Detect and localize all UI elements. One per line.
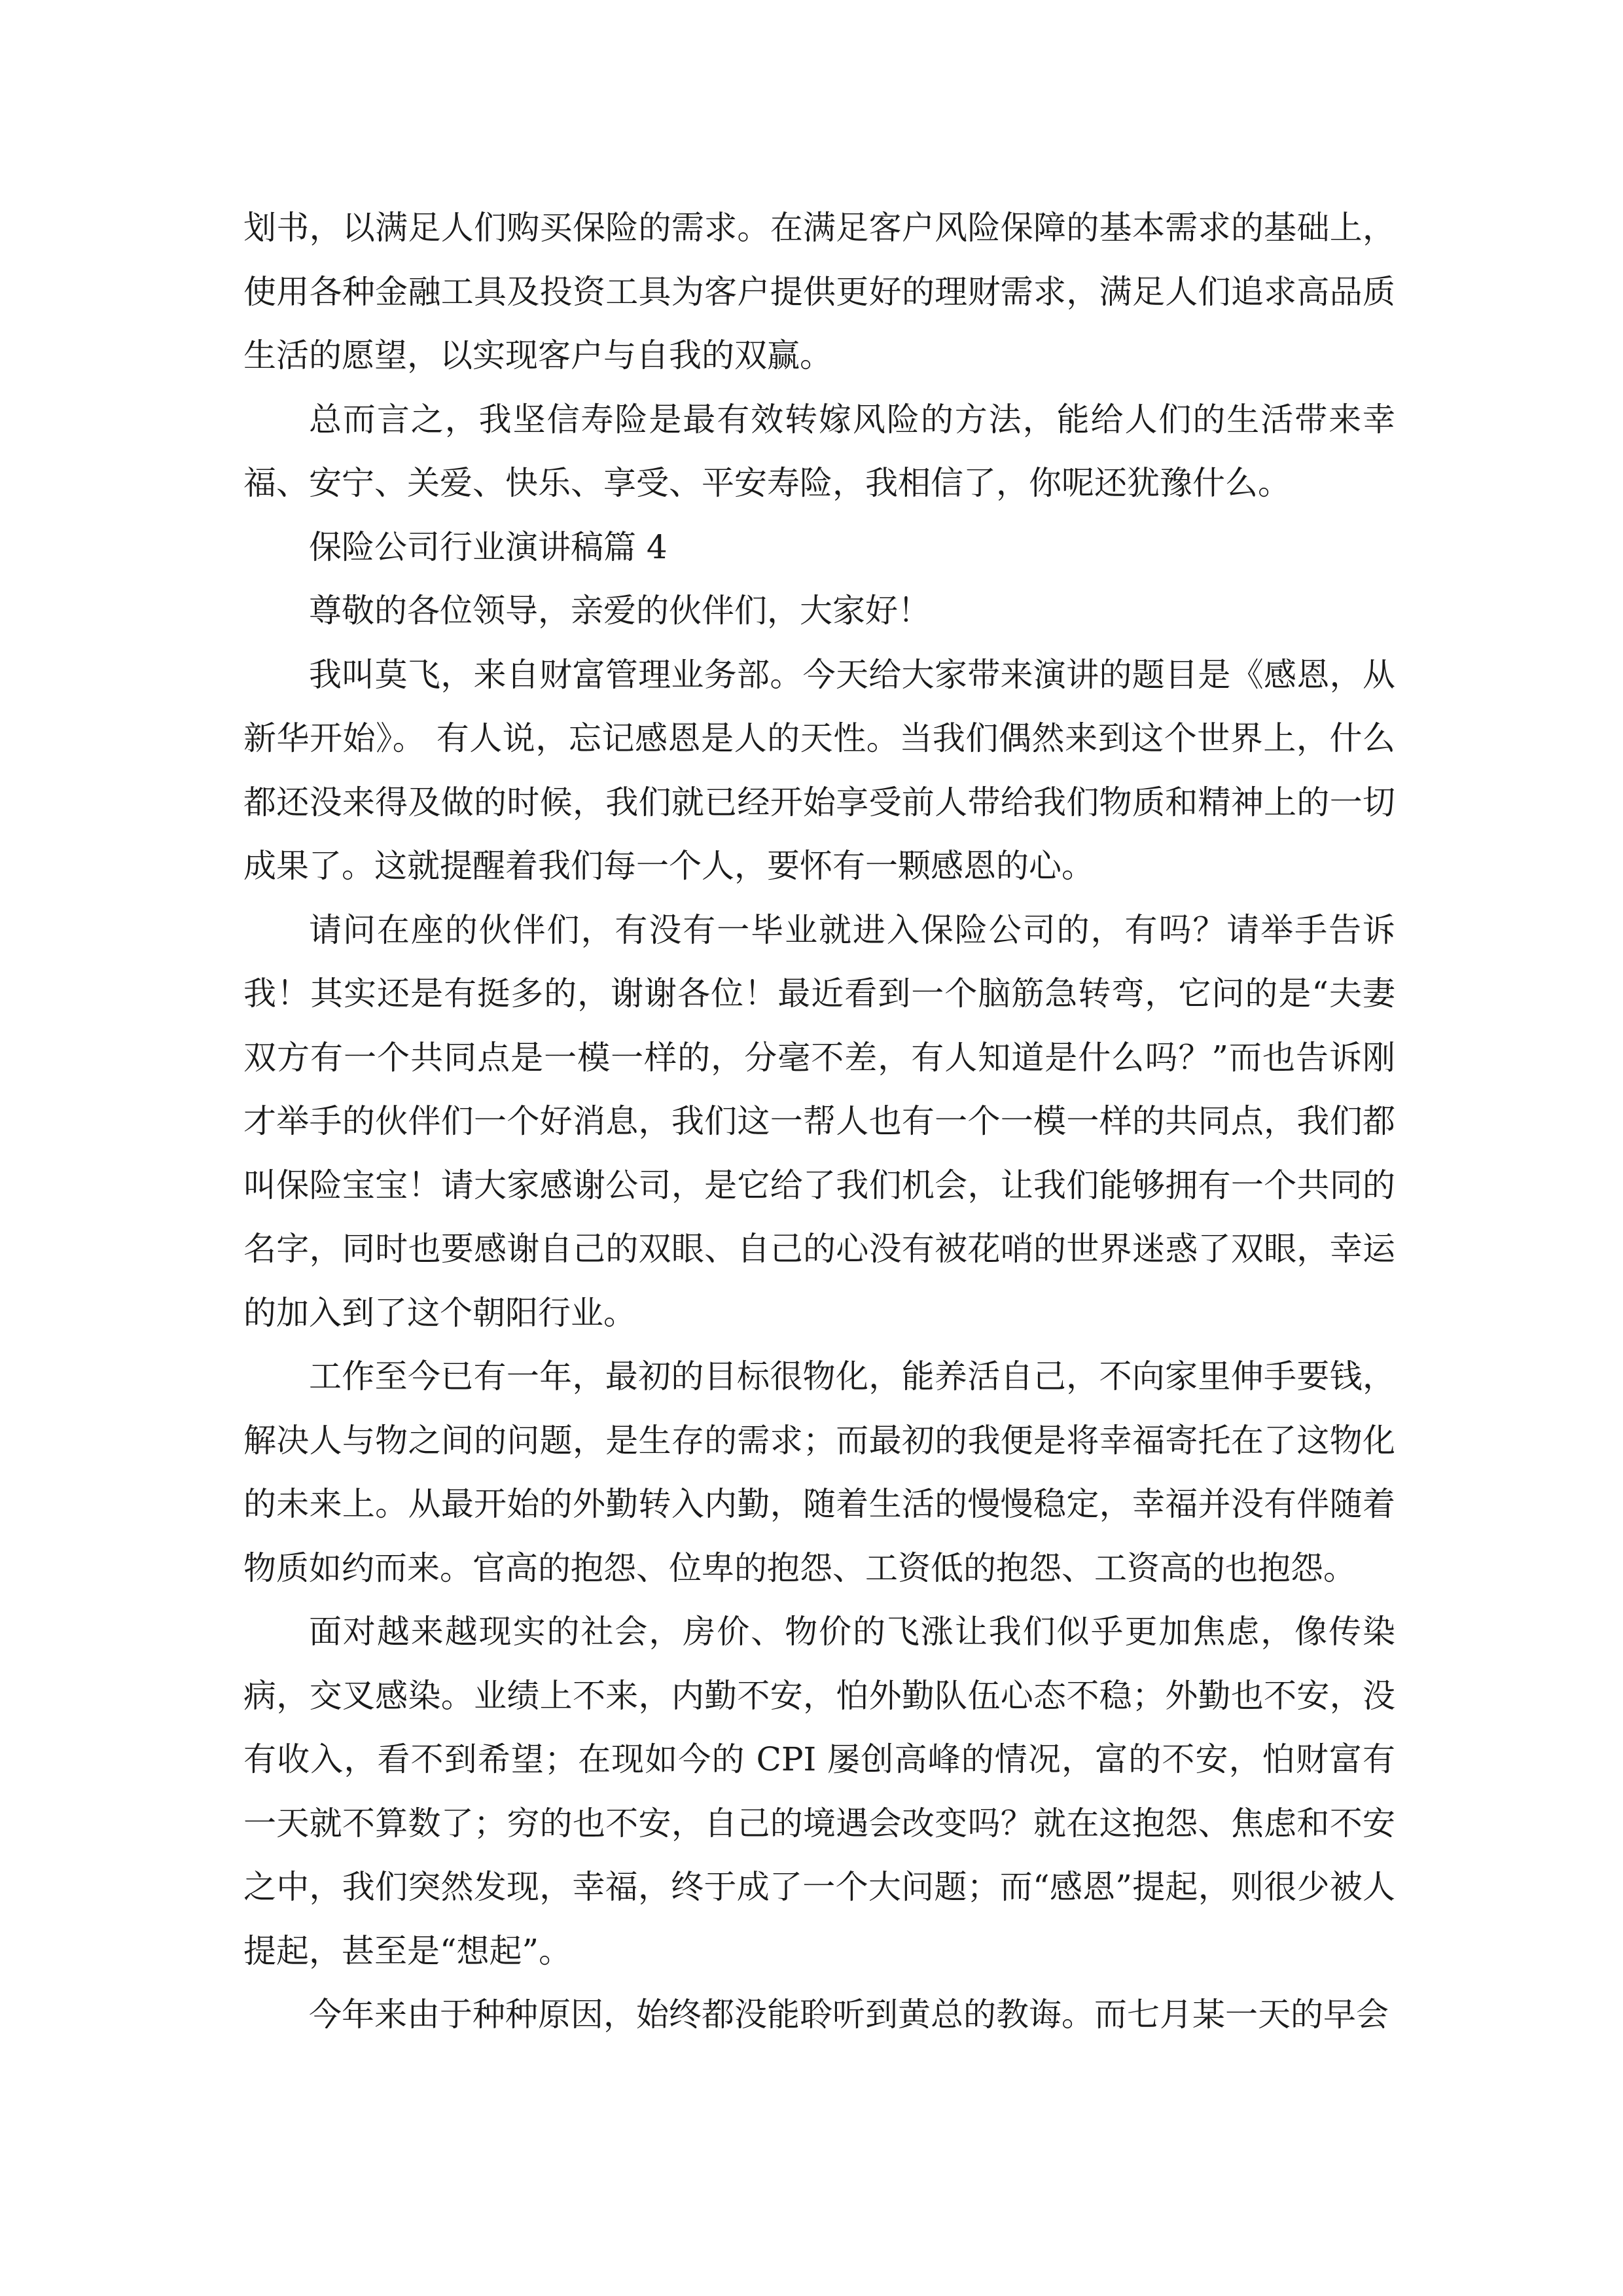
paragraph-conclusion: 总而言之，我坚信寿险是最有效转嫁风险的方法，能给人们的生活带来幸福、安宁、关爱、快乐、享受、平安寿险，我相信了，你呢还犹豫什么。: [243, 400, 1395, 502]
paragraph-question: 请问在座的伙伴们，有没有一毕业就进入保险公司的，有吗？请举手告诉我！其实还是有挺多的，谢谢各位！最近看到一个脑筋急转弯，它问的是“夫妻双方有一个共同点是一模一样的，分毫不差，有人知道是什么吗？”而也告诉刚才举手的伙伴们一个好消息，我们这一帮人也有一个一模一样的共同点，我们都叫保险宝宝！请大家感谢公司，是它给了我们机会，让我们能够拥有一个共同的名字，同时也要感谢自己的双眼、自己的心没有被花哨的世界迷惑了双眼，幸运的加入到了这个朝阳行业。: [243, 910, 1395, 1332]
paragraph-introduction: 我叫莫飞，来自财富管理业务部。今天给大家带来演讲的题目是《感恩，从新华开始》。 有人说，忘记感恩是人的天性。当我们偶然来到这个世界上，什么都还没来得及做的时候，我们就已经开始享受前人带给我们物质和精神上的一切成果了。这就提醒着我们每一个人，要怀有一颗感恩的心。: [243, 655, 1395, 885]
paragraph-morning-meeting: 今年来由于种种原因，始终都没能聆听到黄总的教诲。而七月某一天的早会: [309, 1996, 1389, 2034]
paragraph-greeting: 尊敬的各位领导，亲爱的伙伴们，大家好！: [309, 592, 931, 630]
paragraph-continuation: 划书，以满足人们购买保险的需求。在满足客户风险保障的基本需求的基础上，使用各种金融工具及投资工具为客户提供更好的理财需求，满足人们追求高品质生活的愿望，以实现客户与自我的双赢。: [243, 209, 1395, 374]
document-body: [243, 196, 1395, 2047]
paragraph-work-experience: 工作至今已有一年，最初的目标很物化，能养活自己，不向家里伸手要钱，解决人与物之间的问题，是生存的需求；而最初的我便是将幸福寄托在了这物化的未来上。从最开始的外勤转入内勤，随着生活的慢慢稳定，幸福并没有伴随着物质如约而来。官高的抱怨、位卑的抱怨、工资低的抱怨、工资高的也抱怨。: [243, 1357, 1395, 1587]
paragraph-social-reality: 面对越来越现实的社会，房价、物价的飞涨让我们似乎更加焦虑，像传染病，交叉感染。业绩上不来，内勤不安，怕外勤队伍心态不稳；外勤也不安，没有收入，看不到希望；在现如今的 CPI 屡创高峰的情况，富的不安，怕财富有一天就不算数了；穷的也不安，自己的境遇会改变吗？就在这抱怨、焦虑和不安之中，我们突然发现，幸福，终于成了一个大问题；而“感恩”提起，则很少被人提起，甚至是“想起”。: [243, 1613, 1395, 1970]
section-heading: 保险公司行业演讲稿篇 4: [309, 528, 668, 566]
